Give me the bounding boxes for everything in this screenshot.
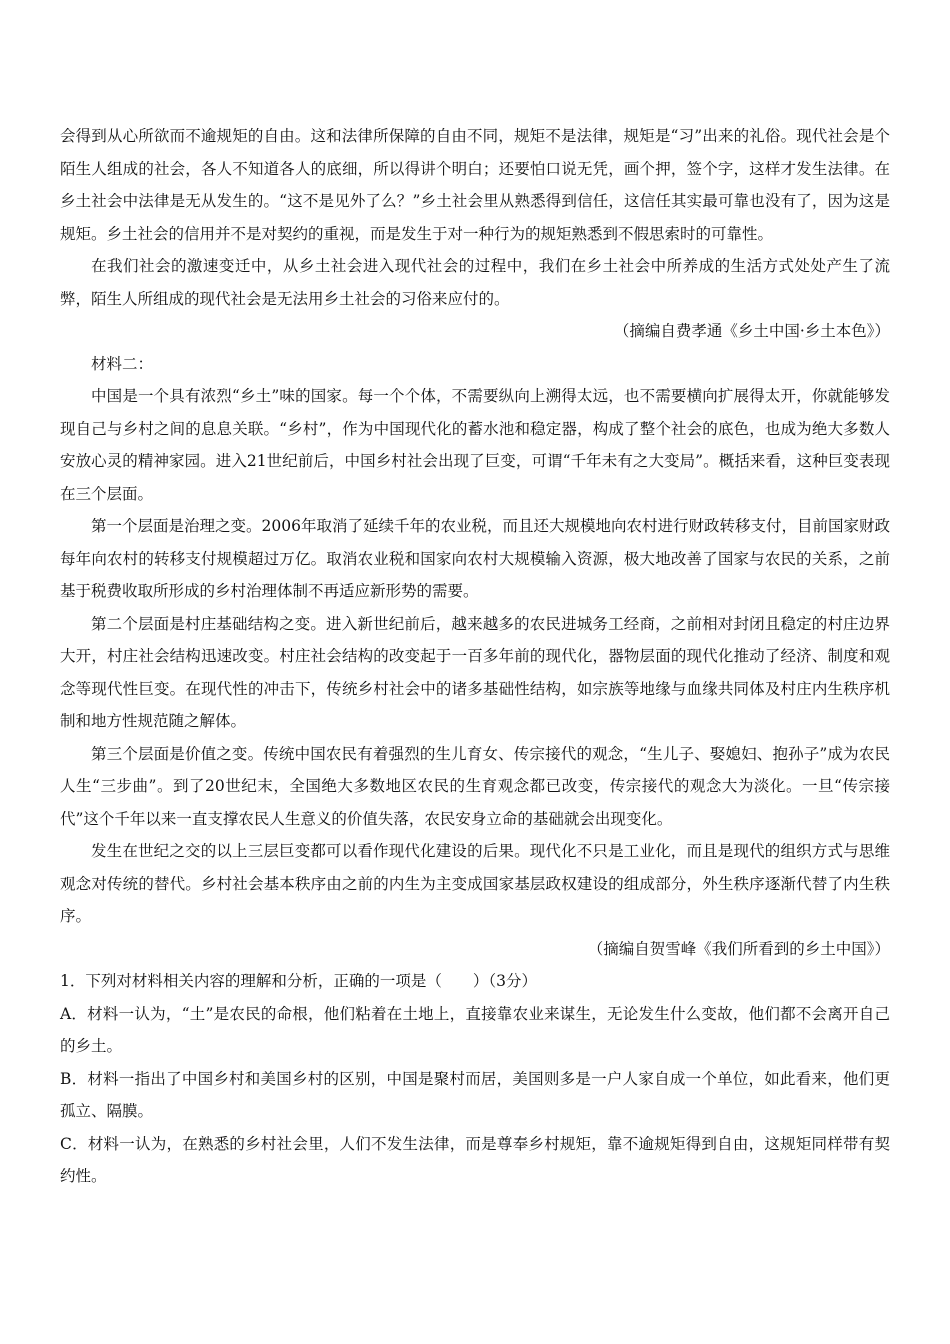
material2-paragraph-3: 第二个层面是村庄基础结构之变。进入新世纪前后，越来越多的农民进城务工经商，之前相对封闭且稳定的村庄边界大开，村庄社会结构迅速改变。村庄社会结构的改变起于一百多年前的现代化，器物层面的现代化推动了经济、制度和观念等现代性巨变。在现代性的冲击下，传统乡村社会中的诸多基础性结构，如宗族等地缘与血缘共同体及村庄内生秩序机制和地方性规范随之解体。	[60, 614, 890, 730]
material2-heading: 材料二：	[91, 354, 154, 373]
material1-paragraph-1: 会得到从心所欲而不逾规矩的自由。这和法律所保障的自由不同，规矩不是法律，规矩是“习”出来的礼俗。现代社会是个陌生人组成的社会，各人不知道各人的底细，所以得讲个明白；还要怕口说无凭，画个押，签个字，这样才发生法律。在乡土社会中法律是无从发生的。“这不是见外了么？”乡土社会里从熟悉得到信任，这信任其实最可靠也没有了，因为这是规矩。乡土社会的信用并不是对契约的重视，而是发生于对一种行为的规矩熟悉到不假思索时的可靠性。	[60, 127, 890, 243]
question1-option-a: A．材料一认为，“土”是农民的命根，他们粘着在土地上，直接靠农业来谋生，无论发生什么变故，他们都不会离开自己的乡土。	[60, 1004, 890, 1055]
material2-paragraph-2: 第一个层面是治理之变。2006年取消了延续千年的农业税，而且还大规模地向农村进行财政转移支付，目前国家财政每年向农村的转移支付规模超过万亿。取消农业税和国家向农村大规模输入资源，极大地改善了国家与农民的关系，之前基于税费收取所形成的乡村治理体制不再适应新形势的需要。	[60, 517, 890, 600]
question1-stem: 1．下列对材料相关内容的理解和分析，正确的一项是（ ）（3分）	[60, 972, 537, 990]
question1-option-c: C．材料一认为，在熟悉的乡村社会里，人们不发生法律，而是尊奉乡村规矩，靠不逾规矩得到自由，这规矩同样带有契约性。	[60, 1134, 890, 1185]
material2-paragraph-1: 中国是一个具有浓烈“乡土”味的国家。每一个个体，不需要纵向上溯得太远，也不需要横向扩展得太开，你就能够发现自己与乡村之间的息息关联。“乡村”，作为中国现代化的蓄水池和稳定器，构成了整个社会的底色，也成为绝大多数人安放心灵的精神家园。进入21世纪前后，中国乡村社会出现了巨变，可谓“千年未有之大变局”。概括来看，这种巨变表现在三个层面。	[60, 387, 890, 503]
material2-paragraph-4: 第三个层面是价值之变。传统中国农民有着强烈的生儿育女、传宗接代的观念，“生儿子、娶媳妇、抱孙子”成为农民人生“三步曲”。到了20世纪末，全国绝大多数地区农民的生育观念都已改变，传宗接代的观念大为淡化。一旦“传宗接代”这个千年以来一直支撑农民人生意义的价值失落，农民安身立命的基础就会出现变化。	[60, 744, 890, 828]
material2-paragraph-5: 发生在世纪之交的以上三层巨变都可以看作现代化建设的后果。现代化不只是工业化，而且是现代的组织方式与思维观念对传统的替代。乡村社会基本秩序由之前的内生为主变成国家基层政权建设的组成部分，外生秩序逐渐代替了内生秩序。	[60, 842, 890, 925]
material1-source: （摘编自费孝通《乡土中国·乡土本色》）	[613, 322, 890, 340]
question1-option-b: B．材料一指出了中国乡村和美国乡村的区别，中国是聚村而居，美国则多是一户人家自成一个单位，如此看来，他们更孤立、隔膜。	[60, 1069, 890, 1120]
material2-source: （摘编自贺雪峰《我们所看到的乡土中国》）	[587, 939, 890, 958]
material1-paragraph-2: 在我们社会的激速变迁中，从乡土社会进入现代社会的过程中，我们在乡土社会中所养成的生活方式处处产生了流弊，陌生人所组成的现代社会是无法用乡土社会的习俗来应付的。	[60, 257, 890, 308]
